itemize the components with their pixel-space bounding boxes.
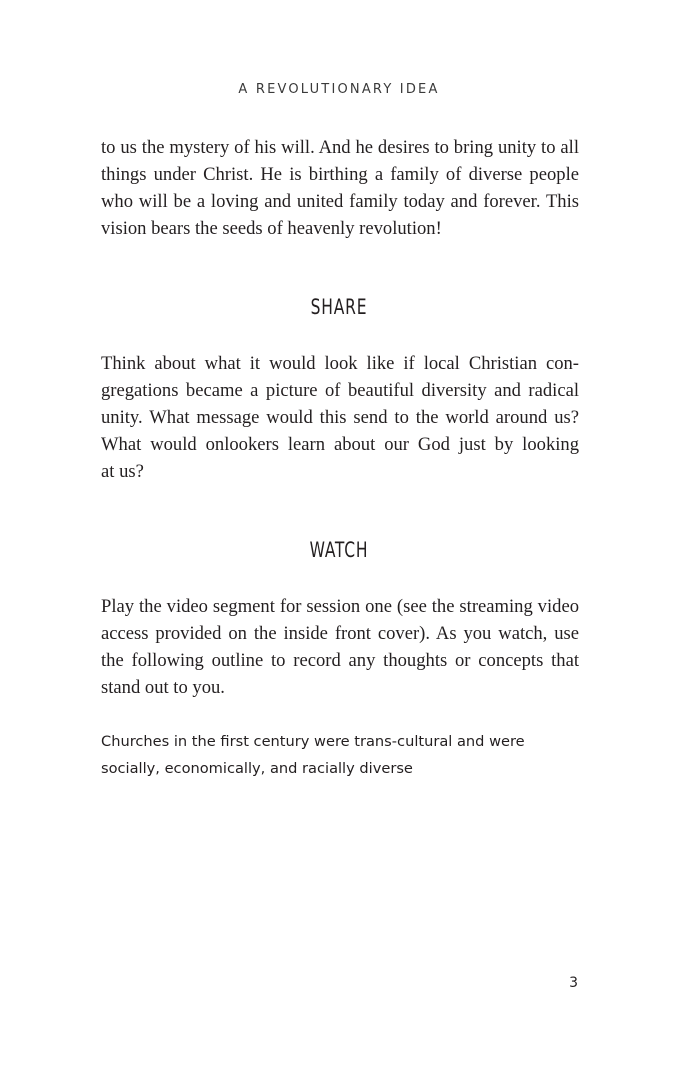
- text-line: who will be a loving and united family today and forever. This: [101, 191, 579, 212]
- text-line: unity. What message would this send to the world around us?: [101, 407, 579, 428]
- watch-paragraph: [101, 593, 579, 701]
- text-line: to us the mystery of his will. And he desires to bring unity to all: [101, 137, 579, 158]
- outline-line: socially, economically, and racially diverse: [101, 760, 413, 777]
- watch-heading: WATCH: [309, 538, 369, 562]
- running-head: A REVOLUTIONARY IDEA: [238, 82, 440, 97]
- outline-item: [101, 728, 579, 782]
- text-line: gregations became a picture of beautiful diversity and radical: [101, 380, 579, 401]
- text-line: stand out to you.: [101, 677, 225, 698]
- text-line: Play the video segment for session one (see the streaming video: [101, 596, 579, 617]
- text-line: access provided on the inside front cover). As you watch, use: [101, 623, 579, 644]
- share-heading: SHARE: [310, 295, 368, 319]
- text-line: the following outline to record any thoughts or concepts that: [101, 650, 579, 671]
- intro-paragraph: [101, 134, 579, 242]
- text-line: What would onlookers learn about our God just by looking: [101, 434, 579, 455]
- page-number: 3: [569, 975, 578, 991]
- text-line: at us?: [101, 461, 144, 482]
- share-paragraph: [101, 350, 579, 485]
- text-line: vision bears the seeds of heavenly revolution!: [101, 218, 442, 239]
- text-line: things under Christ. He is birthing a family of diverse people: [101, 164, 579, 185]
- outline-line: Churches in the first century were trans-cultural and were: [101, 733, 525, 750]
- text-line: Think about what it would look like if local Christian con-: [101, 353, 579, 374]
